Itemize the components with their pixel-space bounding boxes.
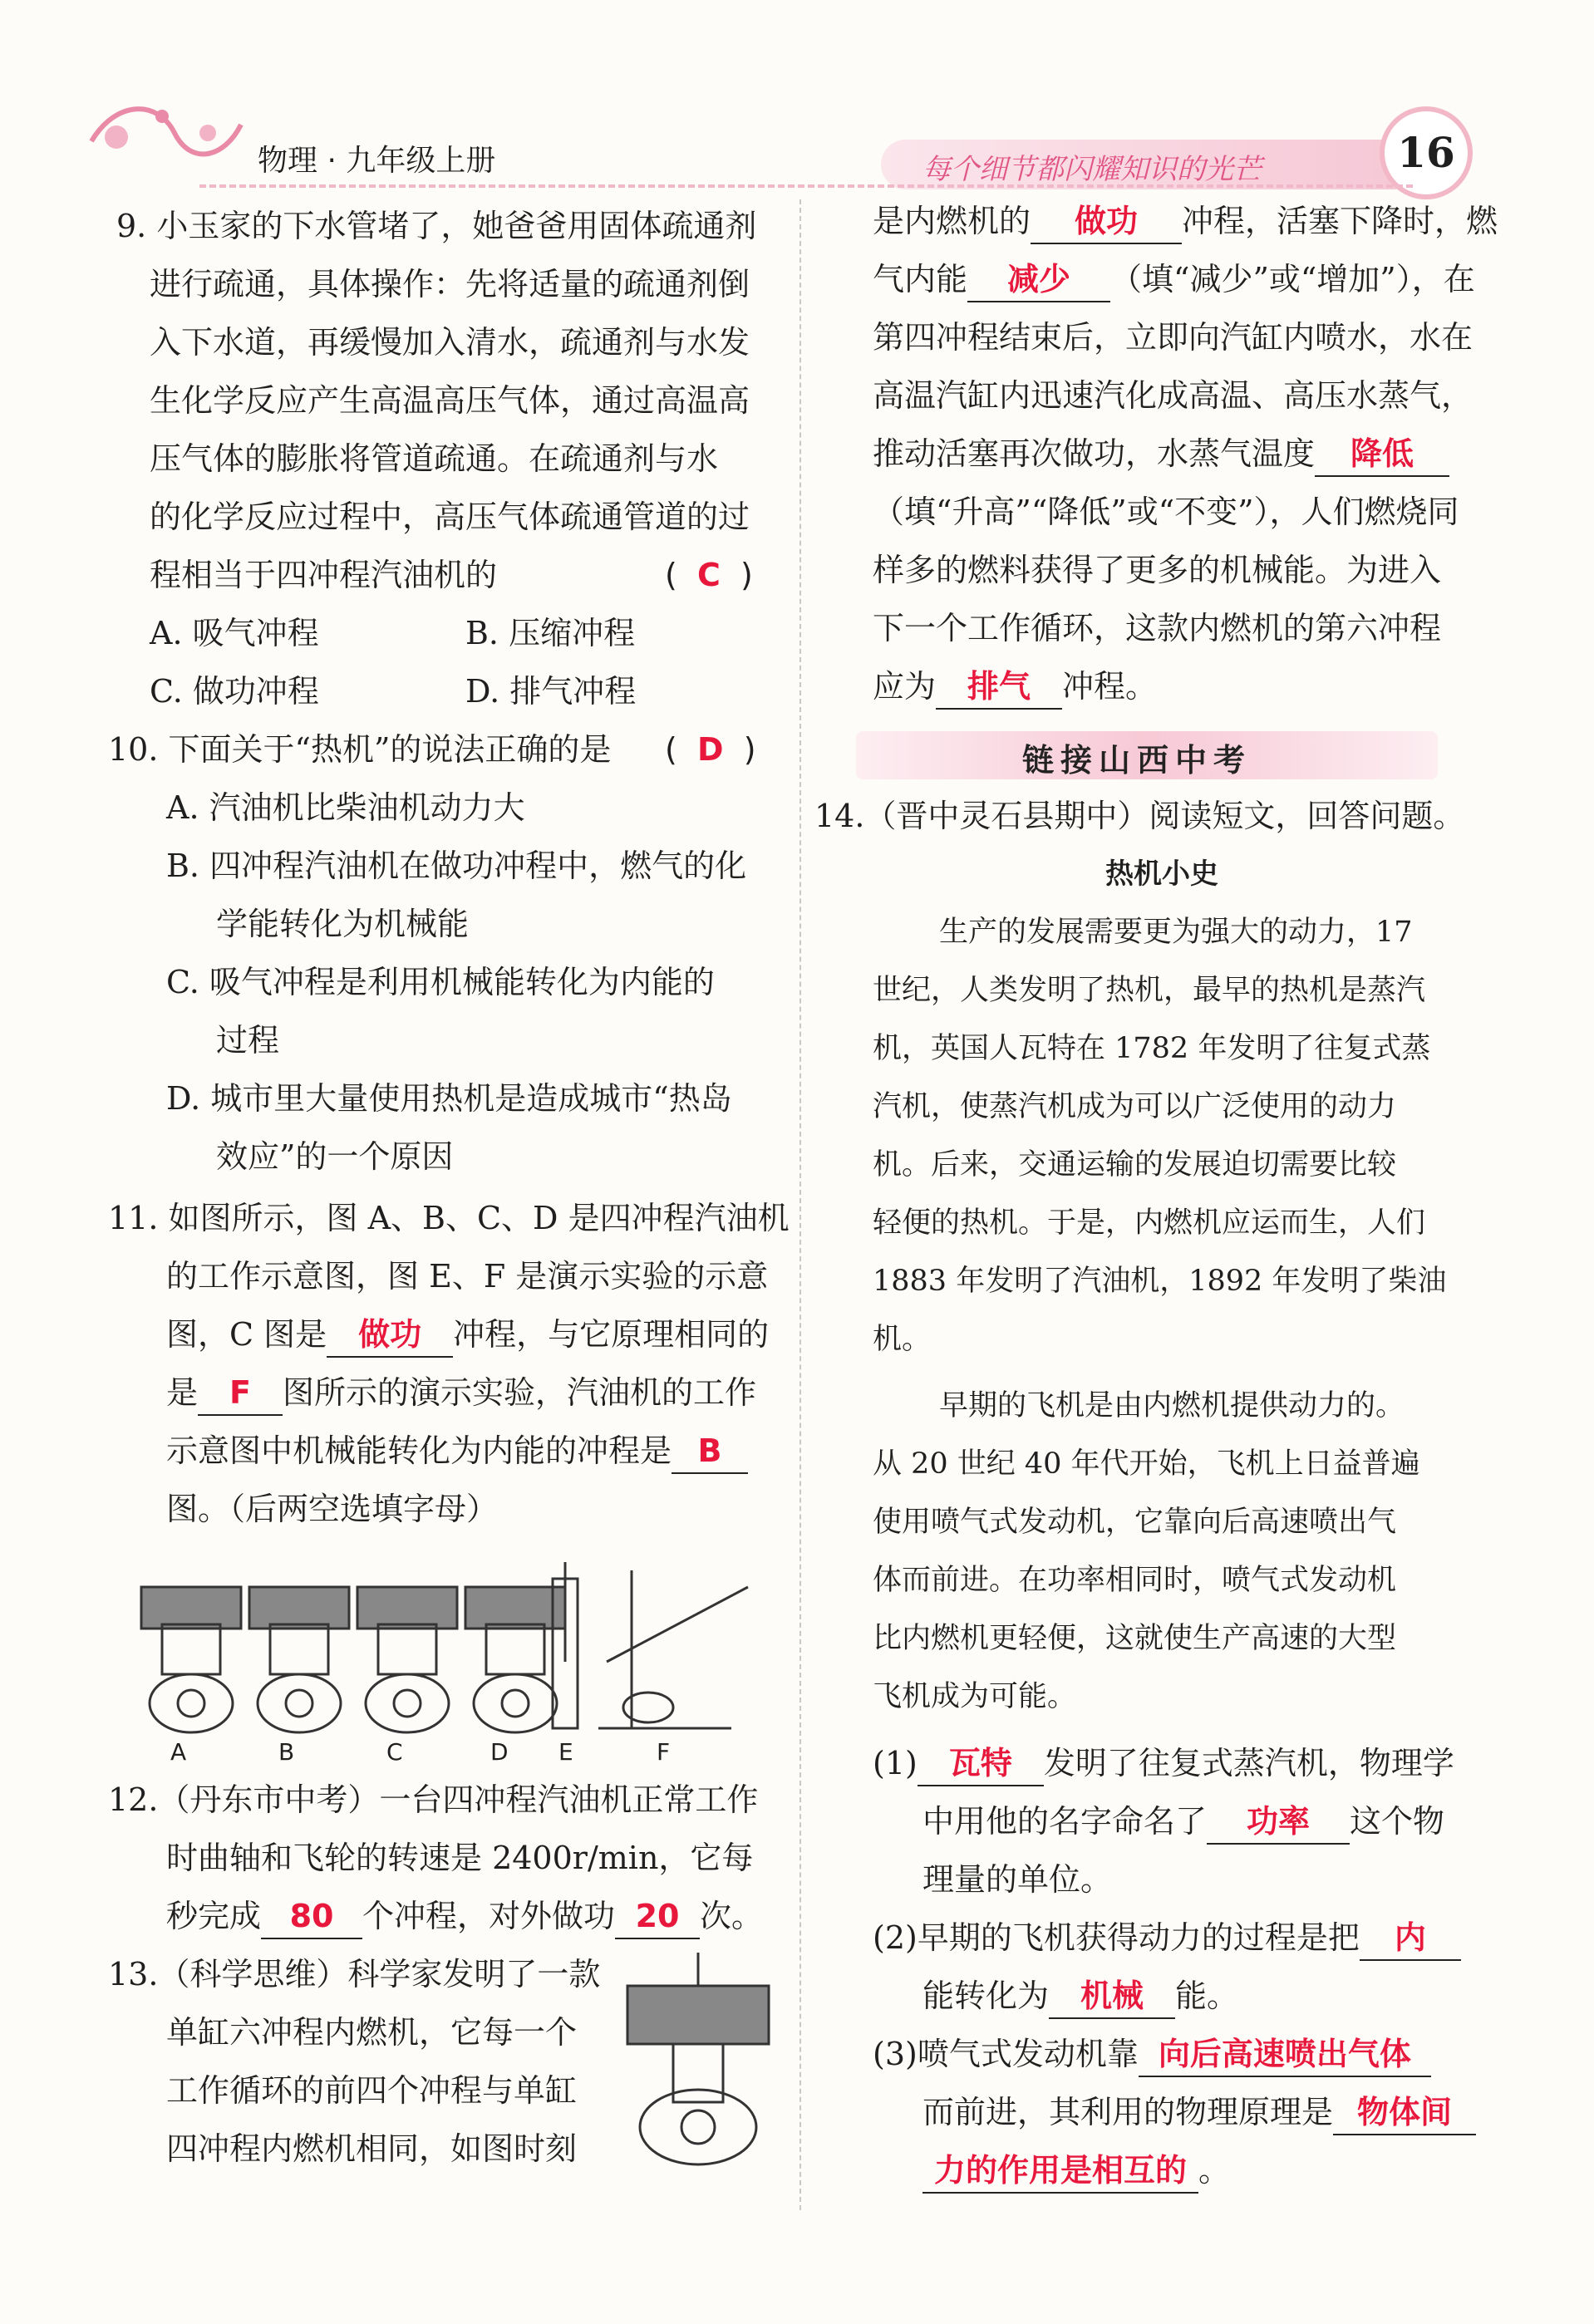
engine-diagram-figure <box>133 1562 765 1737</box>
q9-option: A. 吸气冲程 <box>150 615 319 651</box>
six-stroke-engine-figure <box>623 1953 773 2169</box>
q10-option: C. 吸气冲程是利用机械能转化为内能的 <box>166 964 715 1000</box>
q14-answer-2: 功率 <box>1207 1800 1350 1845</box>
q13-line: 第四冲程结束后，立即向汽缸内喷水，水在 <box>873 319 1473 356</box>
header-divider <box>199 184 1413 188</box>
q14-sub3: (3)喷气式发动机靠 向后高速喷出气体 <box>873 2032 1431 2077</box>
passage-line: 轻便的热机。于是，内燃机应运而生，人们 <box>873 1206 1426 1240</box>
passage-line: 早期的飞机是由内燃机提供动力的。 <box>939 1389 1405 1422</box>
page-number: 16 <box>1380 106 1473 199</box>
q13-line: 四冲程内燃机相同，如图时刻 <box>166 2130 578 2167</box>
q13-line: 下一个工作循环，这款内燃机的第六冲程 <box>873 610 1442 646</box>
passage-line: 世纪，人类发明了热机，最早的热机是蒸汽 <box>873 974 1426 1007</box>
q14-sub1: (1) 瓦特 发明了往复式蒸汽机，物理学 <box>873 1742 1454 1786</box>
q12-answer-2: 20 <box>615 1894 700 1939</box>
passage-line: 汽机，使蒸汽机成为可以广泛使用的动力 <box>873 1090 1397 1123</box>
q13-line: 样多的燃料获得了更多的机械能。为进入 <box>873 552 1442 588</box>
q9-option: B. 压缩冲程 <box>465 615 636 651</box>
q10-option-cont: 学能转化为机械能 <box>216 906 470 942</box>
book-title: 物理 · 九年级上册 <box>258 144 496 178</box>
passage-line: 机。 <box>873 1323 932 1356</box>
fig-label: C <box>386 1738 403 1766</box>
q9-answer: C <box>696 557 721 593</box>
fig-label: D <box>490 1738 509 1766</box>
passage-line: 比内燃机更轻便，这就使生产高速的大型 <box>873 1622 1397 1655</box>
test-tube-experiment-icon <box>598 1570 748 1728</box>
passage-line: 生产的发展需要更为强大的动力，17 <box>939 916 1413 949</box>
q14-answer-1: 瓦特 <box>918 1742 1044 1786</box>
engine-d-icon <box>465 1587 565 1732</box>
engine-a-icon <box>141 1587 241 1732</box>
section-banner-title: 链接山西中考 <box>1022 742 1252 779</box>
q9-line: 生化学反应产生高温高压气体，通过高温高 <box>150 382 750 419</box>
q11-answer-1: 做功 <box>327 1313 453 1358</box>
q10-option: D. 城市里大量使用热机是造成城市“热岛 <box>166 1080 732 1117</box>
q14-answer-5: 向后高速喷出气体 <box>1139 2032 1431 2077</box>
q10-answer: D <box>696 731 724 768</box>
q10-option: B. 四冲程汽油机在做功冲程中，燃气的化 <box>166 848 747 884</box>
q13-line: 应为 排气 冲程。 <box>873 665 1157 710</box>
q13-line: 高温汽缸内迅速汽化成高温、高压水蒸气， <box>873 377 1473 414</box>
q11-answer-3: B <box>672 1429 748 1474</box>
q11-line: 图，C 图是 做功 冲程，与它原理相同的 <box>166 1313 769 1358</box>
q13-line: （填“升高”“降低”或“不变”），人们燃烧同 <box>873 494 1459 530</box>
q13-line: 是内燃机的 做功 冲程，活塞下降时，燃 <box>873 199 1498 244</box>
q14-sub2: (2)早期的飞机获得动力的过程是把 内 <box>873 1916 1461 1961</box>
q14-sub1: 理量的单位。 <box>922 1861 1113 1898</box>
q10-answer-bracket: ( D ) <box>665 731 756 768</box>
q13-answer-1: 做功 <box>1031 199 1182 244</box>
header-motto: 每个细节都闪耀知识的光芒 <box>922 153 1262 186</box>
fig-label: B <box>278 1738 295 1766</box>
q10-option-cont: 效应”的一个原因 <box>216 1138 454 1175</box>
q13-answer-3: 降低 <box>1315 432 1449 477</box>
q13-line: 单缸六冲程内燃机，它每一个 <box>166 2014 578 2051</box>
q11-line: 的工作示意图，图 E、F 是演示实验的示意 <box>166 1258 769 1295</box>
q11-line: 是 F 图所示的演示实验，汽油机的工作 <box>166 1371 756 1416</box>
passage-line: 使用喷气式发动机，它靠向后高速喷出气 <box>873 1506 1397 1539</box>
passage-line: 1883 年发明了汽油机，1892 年发明了柴油 <box>873 1265 1447 1298</box>
q10-option-cont: 过程 <box>216 1022 280 1059</box>
q13-line: 气内能 减少 （填“减少”或“增加”），在 <box>873 258 1475 302</box>
q9-option: C. 做功冲程 <box>150 673 319 710</box>
q11-line: 图。（后两空选填字母） <box>166 1491 499 1527</box>
q14-answer-6: 物体间 <box>1333 2091 1476 2135</box>
q9-line: 程相当于四冲程汽油机的 <box>150 557 498 593</box>
q13-line: 推动活塞再次做功，水蒸气温度 降低 <box>873 432 1449 477</box>
q10-stem: 10. 下面关于“热机”的说法正确的是 <box>108 731 612 768</box>
q14-sub1: 中用他的名字命名了 功率 这个物 <box>922 1800 1444 1845</box>
q13-answer-4: 排气 <box>936 665 1062 710</box>
fig-label: F <box>657 1738 671 1766</box>
q14-answer-4: 机械 <box>1049 1974 1175 2019</box>
q9-line: 进行疏通，具体操作：先将适量的疏通剂倒 <box>150 266 750 302</box>
q14-sub3: 力的作用是相互的 。 <box>922 2149 1230 2194</box>
fig-label: A <box>170 1738 187 1766</box>
fig-label: E <box>558 1738 573 1766</box>
q9-answer-bracket: ( C ) <box>665 557 753 593</box>
q9-option: D. 排气冲程 <box>465 673 637 710</box>
q12-line: 秒完成 80 个冲程，对外做功 20 次。 <box>166 1894 763 1939</box>
q9-line: 压气体的膨胀将管道疏通。在疏通剂与水 <box>150 440 719 477</box>
passage-line: 飞机成为可能。 <box>873 1680 1077 1713</box>
q9-line: 9. 小玉家的下水管堵了，她爸爸用固体疏通剂 <box>116 208 757 244</box>
q13-line: 工作循环的前四个冲程与单缸 <box>166 2072 578 2109</box>
q11-line: 11. 如图所示，图 A、B、C、D 是四冲程汽油机 <box>108 1200 790 1236</box>
passage-line: 从 20 世纪 40 年代开始，飞机上日益普遍 <box>873 1447 1420 1481</box>
flourish-ornament-icon <box>83 91 249 183</box>
passage-title: 热机小史 <box>1105 857 1218 891</box>
q14-answer-6-cont: 力的作用是相互的 <box>922 2149 1198 2194</box>
q14-answer-3: 内 <box>1360 1916 1461 1961</box>
q9-line: 入下水道，再缓慢加入清水，疏通剂与水发 <box>150 324 750 361</box>
q9-line: 的化学反应过程中，高压气体疏通管道的过 <box>150 499 750 535</box>
q12-line: 12.（丹东市中考）一台四冲程汽油机正常工作 <box>108 1781 759 1818</box>
q14-stem: 14.（晋中灵石县期中）阅读短文，回答问题。 <box>814 798 1465 834</box>
q12-answer-1: 80 <box>261 1894 362 1939</box>
q14-sub3: 而前进，其利用的物理原理是 物体间 <box>922 2091 1476 2135</box>
q13-line: 13.（科学思维）科学家发明了一款 <box>108 1956 601 1992</box>
q10-option: A. 汽油机比柴油机动力大 <box>166 789 525 826</box>
q13-answer-2: 减少 <box>967 258 1110 302</box>
q11-answer-2: F <box>198 1371 283 1416</box>
q12-line: 时曲轴和飞轮的转速是 2400r/min，它每 <box>166 1840 754 1876</box>
q14-sub2: 能转化为 机械 能。 <box>922 1974 1238 2019</box>
passage-line: 机。后来，交通运输的发展迫切需要比较 <box>873 1148 1397 1182</box>
passage-line: 体而前进。在功率相同时，喷气式发动机 <box>873 1564 1397 1597</box>
passage-line: 机，英国人瓦特在 1782 年发明了往复式蒸 <box>873 1032 1431 1065</box>
engine-b-icon <box>249 1587 349 1732</box>
column-divider <box>799 199 801 2210</box>
engine-c-icon <box>357 1587 457 1732</box>
q11-line: 示意图中机械能转化为内能的冲程是 B <box>166 1429 748 1474</box>
